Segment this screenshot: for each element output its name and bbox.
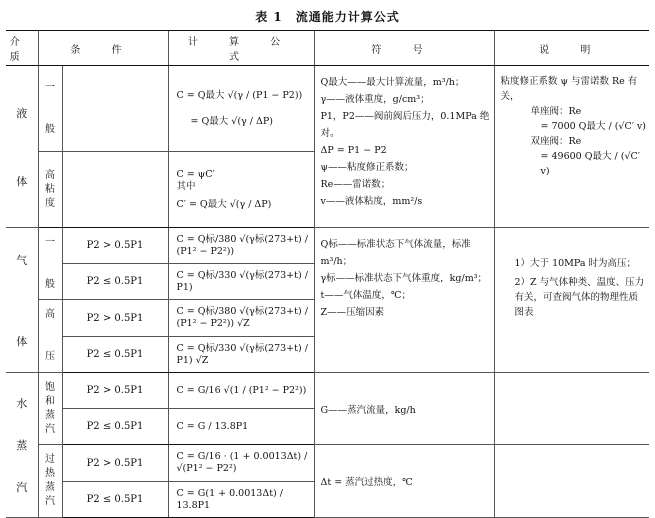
gas-notes: 1）大于 10MPa 时为高压； 2）Z 与气体种类、温度、压力有关，可查阀气体的物理性质图表	[494, 228, 649, 373]
flow-capacity-table	[6, 30, 649, 518]
formula-cell: C = Q标/380 √(γ标(273+t) / (P1² − P2²))	[168, 228, 314, 264]
medium-steam: 水 蒸 汽	[6, 373, 38, 518]
formula-cell: C = Q标/330 √(γ标(273+t) / P1) √Z	[168, 337, 314, 373]
condition-cell: P2 ≤ 0.5P1	[62, 264, 168, 300]
formula-cell: C = ψC′ 其中 C′ = Q最大 √(γ / ΔP)	[168, 152, 314, 228]
condition-cell: P2 > 0.5P1	[62, 228, 168, 264]
table-row	[6, 445, 649, 482]
formula-cell: C = G / 13.8P1	[168, 409, 314, 445]
condition-cell: P2 > 0.5P1	[62, 300, 168, 337]
steam-symbol-dt: Δt = 蒸汽过热度，℃	[314, 445, 494, 518]
table-title: 表 1 流通能力计算公式	[255, 10, 400, 24]
condition-cell: P2 > 0.5P1	[62, 373, 168, 409]
sub-general: 一 般	[38, 228, 62, 300]
formula-cell: C = G/16 √(1 / (P1² − P2²))	[168, 373, 314, 409]
medium-liquid: 液 体	[6, 66, 38, 228]
header-condition: 条 件	[38, 31, 168, 66]
formula-line: C = Q最大 √(γ / (P1 − P2))	[176, 89, 303, 101]
condition-cell: P2 ≤ 0.5P1	[62, 409, 168, 445]
sub-high-pressure: 高 压	[38, 300, 62, 373]
sub-saturated-steam: 饱 和 蒸 汽	[38, 373, 62, 445]
medium-gas: 气 体	[6, 228, 38, 373]
formula-cell: C = Q标/380 √(γ标(273+t) / (P1² − P2²)) √Z	[168, 300, 314, 337]
formula-cell: C = G/16 · (1 + 0.0013Δt) / √(P1² − P2²)	[168, 445, 314, 482]
header-formula: 计 算 公 式	[168, 31, 314, 66]
liquid-notes: 粘度修正系数 ψ 与雷诺数 Re 有关， 单座阀：Re = 7000 Q最大 / (√C′ v) 双座阀：Re = 49600 Q最大 / (√C′ v)	[494, 66, 649, 228]
condition-cell: P2 ≤ 0.5P1	[62, 337, 168, 373]
condition-cell: P2 ≤ 0.5P1	[62, 482, 168, 518]
table-row	[6, 373, 649, 409]
sub-general: 一 般	[38, 66, 62, 152]
condition-cell: P2 > 0.5P1	[62, 445, 168, 482]
formula-cell	[168, 66, 314, 152]
formula-cell: C = G(1 + 0.0013Δt) / 13.8P1	[168, 482, 314, 518]
header-symbol: 符 号	[314, 31, 494, 66]
formula-line: = Q最大 √(γ / ΔP)	[190, 115, 273, 127]
gas-symbols: Q标——标准状态下气体流量，标准 m³/h； γ标——标准状态下气体重度，kg/m³； t——气体温度，℃； Z——压缩因素	[314, 228, 494, 373]
header-note: 说 明	[494, 31, 649, 66]
condition-cell	[62, 152, 168, 228]
formula-cell: C = Q标/330 √(γ标(273+t) / P1)	[168, 264, 314, 300]
note-cell	[494, 373, 649, 445]
sub-high-viscosity: 高 粘 度	[38, 152, 62, 228]
sub-superheated-steam: 过 热 蒸 汽	[38, 445, 62, 518]
header-medium: 介 质	[6, 31, 38, 66]
header-row	[6, 31, 649, 66]
condition-cell	[62, 66, 168, 152]
steam-symbol-g: G——蒸汽流量，kg/h	[314, 373, 494, 445]
table-row	[6, 66, 649, 152]
table-row	[6, 228, 649, 264]
liquid-symbols: Q最大——最大计算流量，m³/h； γ——液体重度，g/cm³； P1，P2——阀前阀后压力，0.1MPa 绝对。 ΔP = P1 − P2 ψ——粘度修正系数； Re——雷诺数； v——液体粘度，mm²/s	[314, 66, 494, 228]
